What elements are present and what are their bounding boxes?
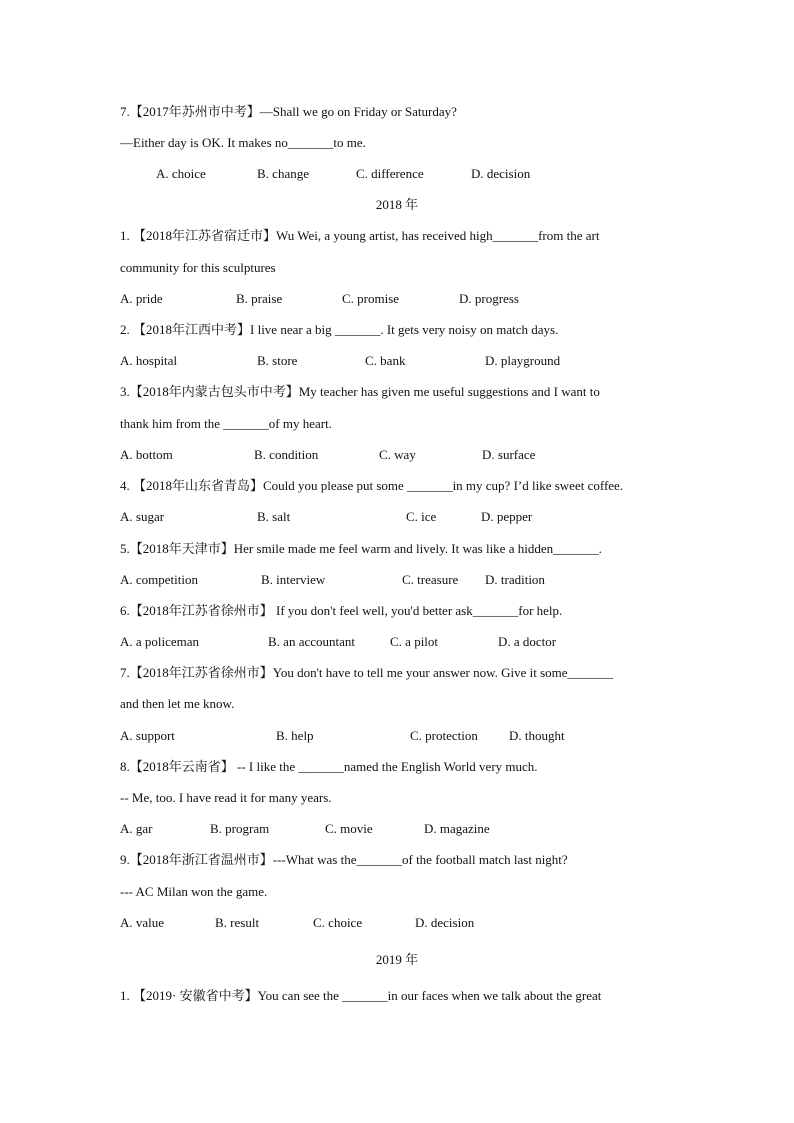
option-a: A. competition xyxy=(120,572,198,587)
option-c: C. choice xyxy=(313,915,363,930)
option-c: C. movie xyxy=(325,821,373,836)
question-2018-3-line-2: thank him from the _______of my heart. xyxy=(120,416,332,431)
option-d: D. decision xyxy=(415,915,475,930)
question-2018-9-line-1: 9.【2018年浙江省温州市】---What was the_______of the football match last night? xyxy=(120,852,568,867)
option-b: B. interview xyxy=(261,572,326,587)
question-2017-7-line-1: 7.【2017年苏州市中考】—Shall we go on Friday or Saturday? xyxy=(120,104,457,119)
option-c: C. protection xyxy=(410,728,478,743)
question-2018-8-line-1: 8.【2018年云南省】 -- I like the _______named the English World very much. xyxy=(120,759,538,774)
option-b: B. program xyxy=(210,821,270,836)
option-b: B. an accountant xyxy=(268,634,355,649)
option-d: D. decision xyxy=(471,166,531,181)
option-d: D. surface xyxy=(482,447,536,462)
option-d: D. progress xyxy=(459,291,519,306)
question-2018-4: 4. 【2018年山东省青岛】Could you please put some _______in my cup? I’d like sweet coffee. xyxy=(120,478,624,493)
option-b: B. help xyxy=(276,728,314,743)
option-c: C. ice xyxy=(406,509,437,524)
section-heading-2019: 2019 年 xyxy=(375,952,419,967)
question-2018-5: 5.【2018年天津市】Her smile made me feel warm and lively. It was like a hidden_______. xyxy=(120,541,602,556)
option-c: C. difference xyxy=(356,166,424,181)
question-2018-8-line-2: -- Me, too. I have read it for many years. xyxy=(120,790,332,805)
question-2018-6: 6.【2018年江苏省徐州市】 If you don't feel well, you'd better ask_______for help. xyxy=(120,603,563,618)
option-c: C. way xyxy=(379,447,416,462)
question-2018-2: 2. 【2018年江西中考】I live near a big _______. It gets very noisy on match days. xyxy=(120,322,559,337)
option-a: A. pride xyxy=(120,291,163,306)
option-a: A. support xyxy=(120,728,175,743)
question-2018-9-line-2: --- AC Milan won the game. xyxy=(120,884,268,899)
option-b: B. store xyxy=(257,353,298,368)
option-c: C. treasure xyxy=(402,572,459,587)
question-2019-1-line-1: 1. 【2019· 安徽省中考】You can see the _______in our faces when we talk about the great xyxy=(120,988,602,1003)
option-b: B. praise xyxy=(236,291,283,306)
question-2018-3-line-1: 3.【2018年内蒙古包头市中考】My teacher has given me useful suggestions and I want to xyxy=(120,384,600,399)
option-a: A. gar xyxy=(120,821,153,836)
option-b: B. condition xyxy=(254,447,319,462)
option-b: B. salt xyxy=(257,509,291,524)
option-c: C. bank xyxy=(365,353,406,368)
option-d: D. playground xyxy=(485,353,561,368)
option-c: C. promise xyxy=(342,291,400,306)
option-d: D. magazine xyxy=(424,821,490,836)
question-2017-7-line-2: —Either day is OK. It makes no_______to me. xyxy=(120,135,366,150)
section-heading-2018: 2018 年 xyxy=(375,197,419,212)
question-2018-7-line-1: 7.【2018年江苏省徐州市】You don't have to tell me your answer now. Give it some_______ xyxy=(120,665,614,680)
question-2018-1-line-1: 1. 【2018年江苏省宿迁市】Wu Wei, a young artist, has received high_______from the art xyxy=(120,228,600,243)
option-a: A. a policeman xyxy=(120,634,200,649)
option-a: A. choice xyxy=(156,166,206,181)
option-a: A. sugar xyxy=(120,509,165,524)
option-a: A. value xyxy=(120,915,165,930)
option-d: D. a doctor xyxy=(498,634,557,649)
option-c: C. a pilot xyxy=(390,634,439,649)
option-a: A. bottom xyxy=(120,447,173,462)
option-a: A. hospital xyxy=(120,353,178,368)
option-b: B. change xyxy=(257,166,309,181)
option-b: B. result xyxy=(215,915,260,930)
option-d: D. tradition xyxy=(485,572,545,587)
question-2018-1-line-2: community for this sculptures xyxy=(120,260,276,275)
question-2018-7-line-2: and then let me know. xyxy=(120,696,235,711)
option-d: D. thought xyxy=(509,728,565,743)
option-d: D. pepper xyxy=(481,509,533,524)
